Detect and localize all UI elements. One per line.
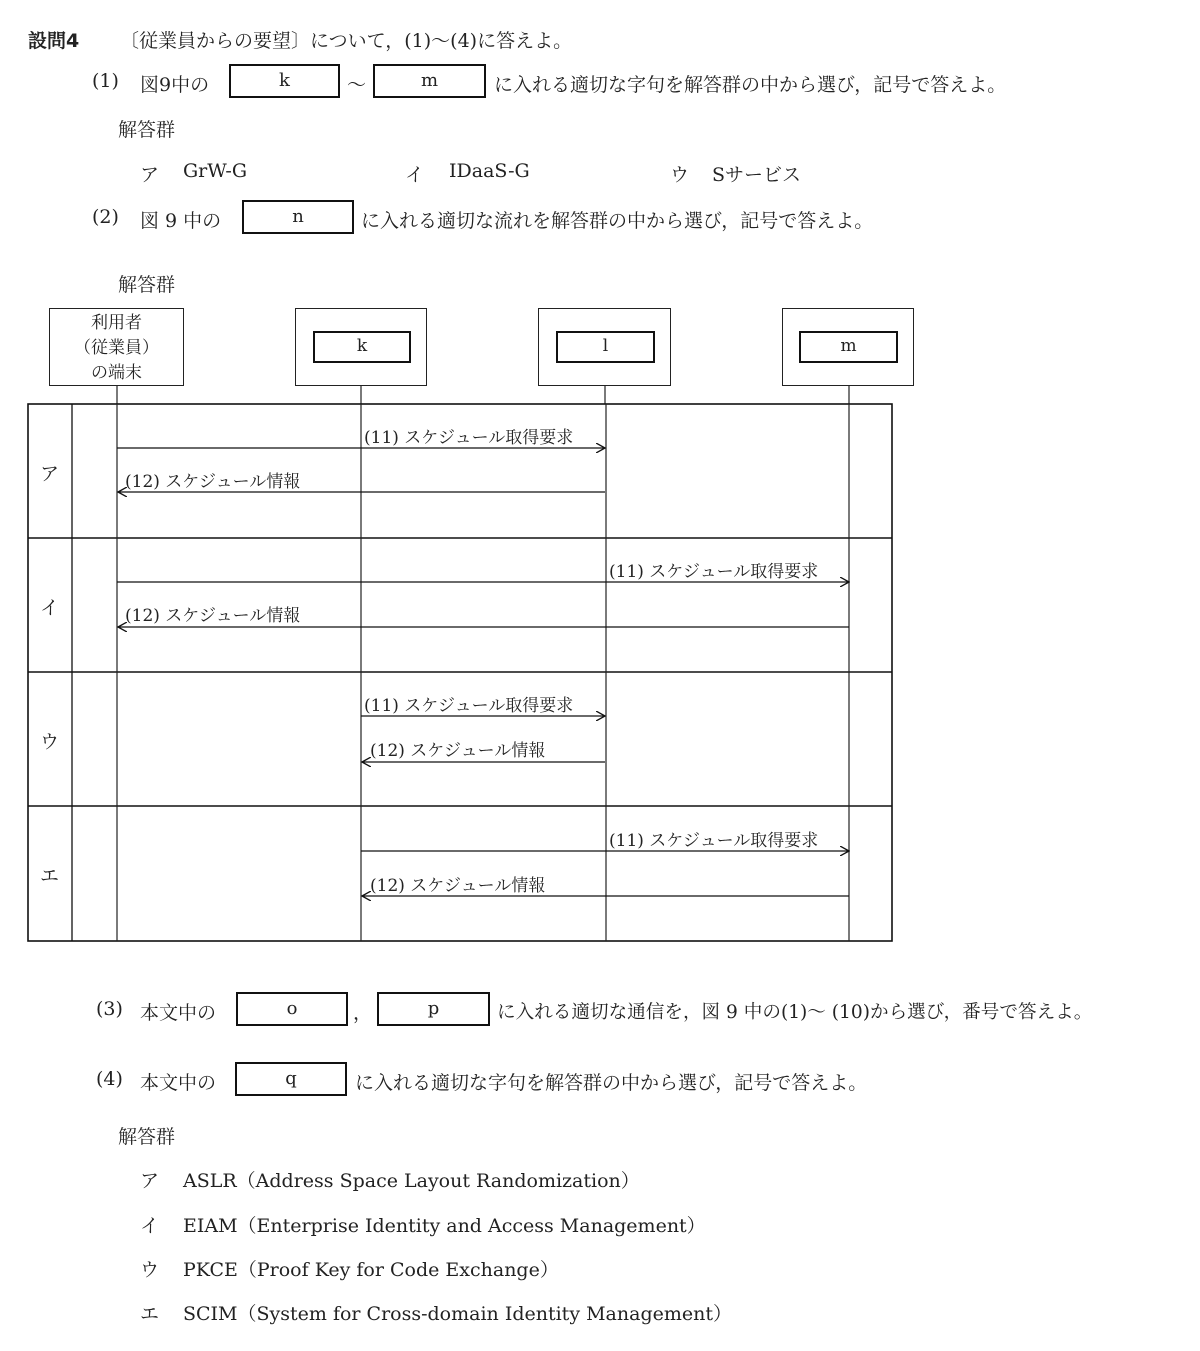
q4-option-label: エ (140, 1303, 160, 1325)
q1-tail: に入れる適切な字句を解答群の中から選び，記号で答えよ。 (494, 74, 1007, 96)
q4-option-text: SCIM（System for Cross-domain Identity Management） (183, 1303, 732, 1325)
q4-option-text: ASLR（Address Space Layout Randomization） (183, 1170, 640, 1192)
blank-n: n (242, 200, 354, 234)
q3-number: (3) (96, 998, 123, 1020)
blank-m: m (373, 64, 486, 98)
q1-answer-heading: 解答群 (118, 119, 176, 141)
blank-p: p (377, 992, 490, 1026)
message-response: (12) スケジュール情報 (125, 606, 301, 626)
q4-number: (4) (96, 1068, 123, 1090)
message-request: (11) スケジュール取得要求 (609, 831, 819, 851)
q4-tail: に入れる適切な字句を解答群の中から選び，記号で答えよ。 (355, 1072, 868, 1094)
participant-user-line: 利用者 (91, 313, 142, 333)
question-intro: 〔従業員からの要望〕について，(1)〜(4)に答えよ。 (120, 30, 573, 52)
q1-lead: 図9中の (140, 74, 210, 96)
participant-k-label: k (313, 331, 411, 363)
q1-option-label: ウ (670, 164, 690, 186)
message-request: (11) スケジュール取得要求 (609, 562, 819, 582)
row-label: ウ (40, 731, 60, 753)
q1-tilde: 〜 (347, 74, 367, 96)
question-number: 設問4 (28, 30, 80, 52)
message-request: (11) スケジュール取得要求 (364, 428, 574, 448)
q1-option-label: イ (405, 164, 425, 186)
q3-comma: ， (353, 1002, 373, 1024)
participant-user-line: の端末 (91, 363, 142, 383)
q1-option-text: Sサービス (712, 164, 802, 186)
q2-answer-heading: 解答群 (118, 274, 176, 296)
q4-option-label: イ (140, 1215, 160, 1237)
q4-lead: 本文中の (140, 1072, 217, 1094)
blank-q: q (235, 1062, 347, 1096)
q1-option-text: IDaaS-G (449, 160, 530, 182)
message-response: (12) スケジュール情報 (125, 472, 301, 492)
q1-option-label: ア (140, 164, 160, 186)
q4-option-text: PKCE（Proof Key for Code Exchange） (183, 1259, 559, 1281)
participant-m-label: m (799, 331, 898, 363)
message-request: (11) スケジュール取得要求 (364, 696, 574, 716)
blank-o: o (236, 992, 348, 1026)
q1-option-text: GrW-G (183, 160, 248, 182)
q2-lead: 図 9 中の (140, 210, 222, 232)
q3-tail: に入れる適切な通信を，図 9 中の(1)〜 (10)から選び，番号で答えよ。 (497, 1002, 1093, 1023)
row-label: イ (40, 597, 60, 619)
q4-option-label: ア (140, 1170, 160, 1192)
participant-l-label: l (556, 331, 655, 363)
q4-answer-heading: 解答群 (118, 1126, 176, 1148)
message-response: (12) スケジュール情報 (370, 741, 546, 761)
row-label: ア (40, 463, 60, 485)
q4-option-label: ウ (140, 1259, 160, 1281)
q4-option-text: EIAM（Enterprise Identity and Access Management） (183, 1215, 706, 1237)
message-response: (12) スケジュール情報 (370, 876, 546, 896)
blank-k: k (229, 64, 340, 98)
q3-lead: 本文中の (140, 1002, 217, 1024)
participant-user-line: （従業員） (74, 338, 159, 358)
q1-number: (1) (92, 70, 119, 92)
q2-tail: に入れる適切な流れを解答群の中から選び，記号で答えよ。 (361, 210, 874, 232)
row-label: エ (40, 865, 60, 887)
q2-number: (2) (92, 206, 119, 228)
